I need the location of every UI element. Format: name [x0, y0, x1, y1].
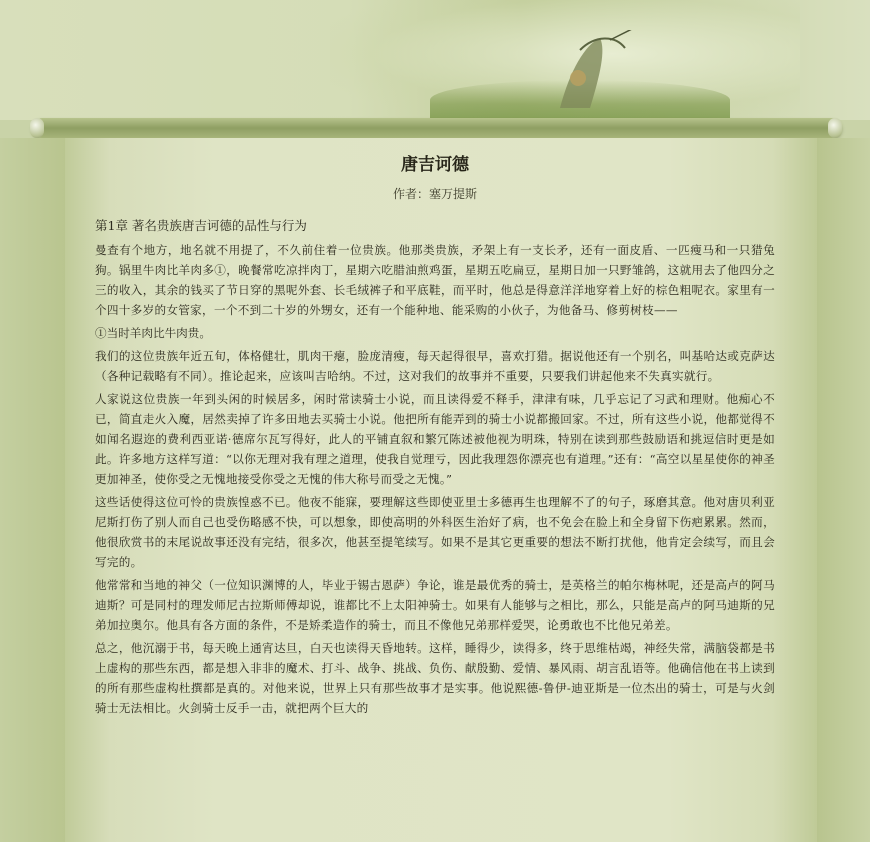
- paragraph: 我们的这位贵族年近五旬，体格健壮，肌肉干瘪，脸庞清瘦，每天起得很早，喜欢打猎。据说他还有一个别名，叫基哈达或克萨达（各种记载略有不同）。推论起来，应该叫吉哈纳。不过，这对我们的故事并不重要，只要我们讲起他来不失真实就行。: [95, 349, 775, 383]
- header-banner: [0, 0, 870, 120]
- article-content: [95, 148, 775, 721]
- chapter-heading: 第1章 著名贵族唐吉诃德的品性与行为: [95, 218, 307, 233]
- paragraph: 这些话使得这位可怜的贵族惶惑不已。他夜不能寐，要理解这些即使亚里士多德再生也理解不了的句子，琢磨其意。他对唐贝利亚尼斯打伤了别人而自己也受伤略感不快，可以想象，即使高明的外科医生治好了病，也不免会在脸上和全身留下伤疤累累。然而，他很欣赏书的末尾说故事还没有完结，很多次，他甚至提笔续写。如果不是其它更重要的想法不断打扰他，他肯定会续写，而且会写完的。: [95, 495, 775, 569]
- paragraph: 人家说这位贵族一年到头闲的时候居多，闲时常读骑士小说，而且读得爱不释手，津津有味，几乎忘记了习武和理财。他痴心不已，简直走火入魔，居然卖掉了许多田地去买骑士小说。他把所有能弄到的骑士小说都搬回家。不过，所有这些小说，他都觉得不如闻名遐迩的费利西亚诺·德席尔瓦写得好，此人的平铺直叙和繁冗陈述被他视为明珠，特别在读到那些鼓励语和挑逗信时更是如此。许多地方这样写道：“以你无理对我有理之道理，使我自觉理亏，因此我理怨你漂亮也有道理。”还有：“高空以星星使你的神圣更加神圣，使你受之无愧地接受你受之无愧的伟大称号而受之无愧。”: [95, 392, 775, 486]
- scroll-knob-left: [30, 118, 44, 138]
- scroll-rod: [32, 118, 842, 138]
- right-margin: [817, 138, 870, 842]
- footnote: ①当时羊肉比牛肉贵。: [95, 326, 211, 340]
- banner-figure-illustration: [540, 30, 650, 110]
- book-title: 唐吉诃德: [401, 155, 469, 175]
- paragraph: 他常常和当地的神父（一位知识渊博的人，毕业于锡古恩萨）争论，谁是最优秀的骑士，是英格兰的帕尔梅林呢，还是高卢的阿马迪斯？可是同村的理发师尼古拉斯师傅却说，谁都比不上太阳神骑士。如果有人能够与之相比，那么，只能是高卢的阿马迪斯的兄弟加拉奥尔。他具有各方面的条件，不是矫柔造作的骑士，而且不像他兄弟那样爱哭，论勇敢也不比他兄弟差。: [95, 578, 775, 632]
- left-margin: [0, 138, 65, 842]
- paragraph: 总之，他沉溺于书，每天晚上通宵达旦，白天也读得天昏地转。这样，睡得少，读得多，终于思维枯竭，神经失常，满脑袋都是书上虚构的那些东西，都是想入非非的魔术、打斗、战争、挑战、负伤、献殷勤、爱情、暴风雨、胡言乱语等。他确信他在书上读到的所有那些虚构杜撰都是真的。对他来说，世界上只有那些故事才是实事。他说熙德-鲁伊-迪亚斯是一位杰出的骑士，可是与火剑骑士无法相比。火剑骑士反手一击，就把两个巨大的: [95, 641, 775, 715]
- book-author: 作者：塞万提斯: [392, 187, 477, 201]
- paragraph: 曼查有个地方，地名就不用提了，不久前住着一位贵族。他那类贵族，矛架上有一支长矛，还有一面皮盾、一匹瘦马和一只猎兔狗。锅里牛肉比羊肉多①，晚餐常吃凉拌肉丁，星期六吃腊油煎鸡蛋，星期五吃扁豆，星期日加一只野雏鸽，这就用去了他四分之三的收入，其余的钱买了节日穿的黑呢外套、长毛绒裤子和平底鞋，而平时，他总是得意洋洋地穿着上好的棕色粗呢衣。家里有一个四十多岁的女管家，一个不到二十岁的外甥女，还有一个能种地、能采购的小伙子，为他备马、修剪树枝——: [95, 243, 775, 317]
- scroll-knob-right: [828, 118, 842, 138]
